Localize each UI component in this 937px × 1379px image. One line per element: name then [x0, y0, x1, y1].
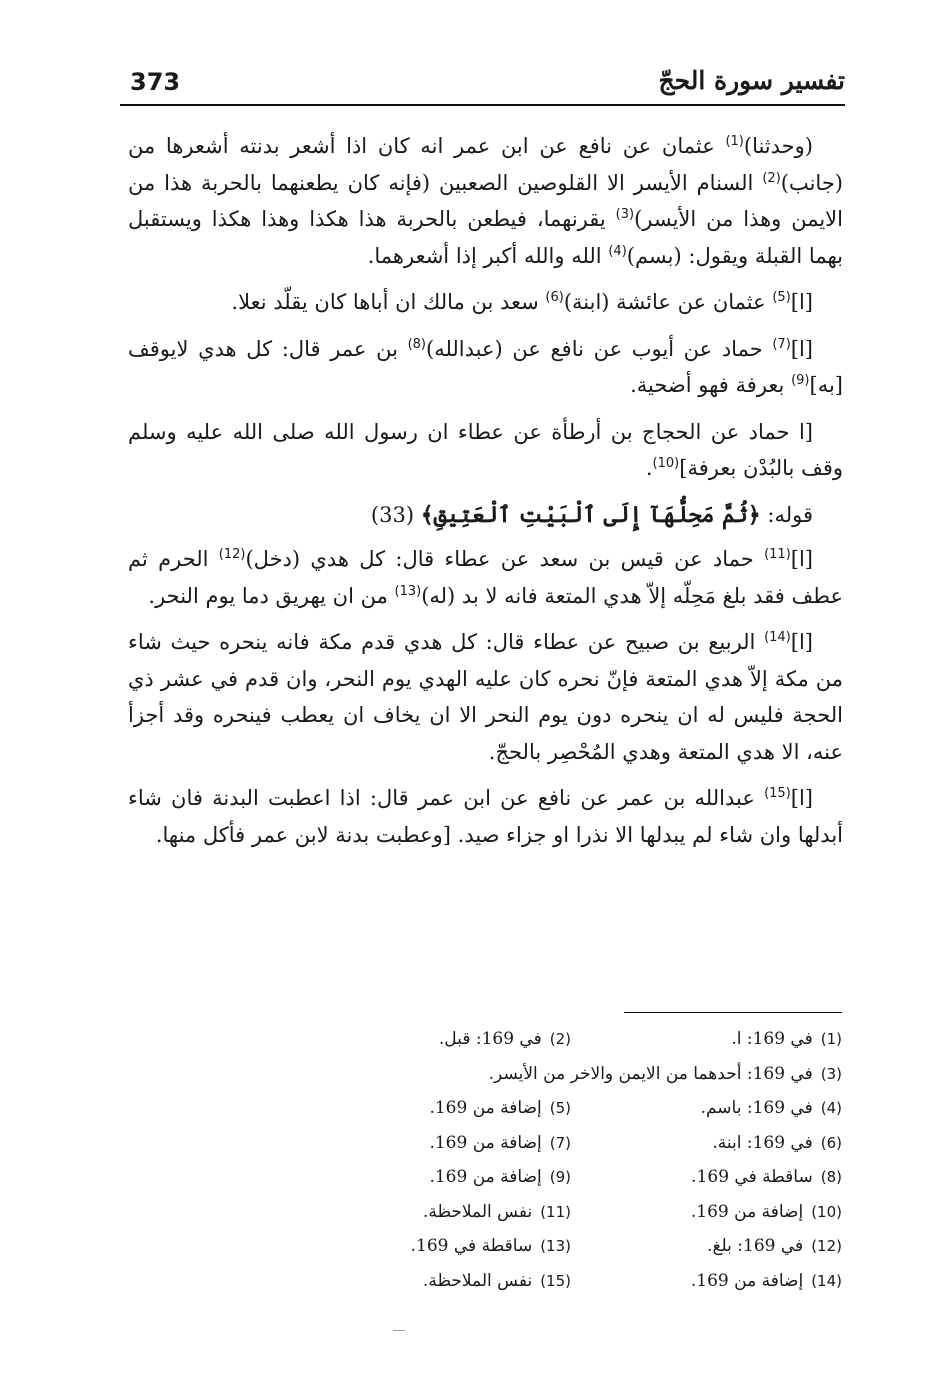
text-run: (وحدثنا) — [743, 134, 813, 158]
paragraph — [128, 128, 843, 274]
footnote — [300, 1264, 571, 1299]
running-title: تفسير سورة الحجّ — [658, 66, 845, 95]
footnote-marker: (1) — [725, 134, 744, 149]
text-run: قوله: — [760, 502, 813, 527]
footnote-text: في 169: ابنة. — [712, 1132, 813, 1153]
footnote — [571, 1022, 842, 1057]
footnote-row — [300, 1160, 842, 1195]
text-run: عثمان عن نافع عن ابن عمر انه كان اذا أشعر بدنته أشعرها من (جانب) — [128, 134, 843, 195]
footnote-number: (1) — [820, 1030, 842, 1048]
footnote-number: (5) — [549, 1099, 571, 1117]
text-run: [ا] — [790, 290, 813, 314]
footnote-text: إضافة من 169. — [429, 1167, 542, 1187]
paragraph — [128, 780, 843, 853]
footnote-marker: (15) — [764, 786, 791, 801]
text-run: [ا] — [790, 547, 813, 571]
footnote-text: في 169: ا. — [731, 1029, 813, 1049]
footnote-number: (9) — [549, 1168, 571, 1186]
page-number: 373 — [130, 68, 181, 96]
footnote-row — [300, 1091, 842, 1126]
footnote-row — [300, 1264, 842, 1299]
footnote-marker: (11) — [764, 547, 791, 562]
footnote-marker: (3) — [615, 207, 635, 222]
text-run: بن عمر قال: كل هدي لايوقف [به] — [128, 336, 843, 397]
footnote-number: (3) — [820, 1064, 842, 1083]
text-run: سعد بن مالك ان أباها كان يقلّد نعلا. — [231, 290, 546, 314]
footnote-number: (15) — [540, 1271, 571, 1290]
text-run: [ا حماد عن الحجاج بن أرطأة عن عطاء ان رسول الله صلى الله عليه وسلم وقف بالبُدْن بعرفة] — [128, 419, 843, 480]
paragraph — [128, 624, 843, 770]
text-run: يقرنهما، فيطعن بالحربة هذا هكذا وهذا هكذا ويستقبل بهما القبلة ويقول: (بسم) — [128, 207, 843, 268]
footnote — [571, 1160, 842, 1195]
footnote-text: ساقطة في 169. — [410, 1236, 533, 1256]
footnote — [300, 1091, 571, 1126]
text-run: الله والله أكبر إذا أشعرهما. — [367, 243, 609, 268]
footnote-marker: (10) — [652, 456, 680, 471]
footnote-text: في 169: قبل. — [438, 1029, 542, 1049]
text-run: . — [645, 456, 653, 480]
footnote — [300, 1126, 571, 1161]
footnote-marker: (9) — [791, 373, 810, 388]
text-run: (33) — [370, 502, 421, 527]
footnote-row — [300, 1057, 842, 1092]
footnote-text: في 169: باسم. — [700, 1098, 813, 1118]
footnote-text: إضافة من 169. — [429, 1098, 542, 1118]
footnote-number: (6) — [820, 1133, 842, 1152]
paragraph — [128, 284, 843, 321]
paragraph — [128, 541, 843, 614]
body-text — [128, 128, 843, 863]
footnote-text: إضافة من 169. — [690, 1270, 804, 1291]
footnote-marker: (14) — [764, 630, 791, 645]
footnote-marker: (4) — [608, 243, 627, 259]
paragraph — [128, 331, 843, 404]
footnote-number: (4) — [820, 1099, 842, 1117]
running-header — [120, 62, 845, 102]
text-run: عثمان عن عائشة (ابنة) — [563, 290, 773, 314]
footnote-number: (10) — [811, 1202, 842, 1221]
footnote-text: في 169: بلغ. — [707, 1236, 804, 1256]
footnote-number: (12) — [811, 1237, 842, 1255]
footnote-marker: (8) — [407, 336, 426, 352]
text-run: عبدالله بن عمر عن نافع عن ابن عمر قال: اذا اعطبت البدنة فان شاء أبدلها وان شاء لم يبدلها الا نذرا او جزاء صيد. [وعطبت بدنة لابن عمر فأكل منها. — [128, 786, 843, 847]
text-run: [ا] — [790, 786, 813, 810]
footnote-number: (11) — [540, 1202, 571, 1221]
footnote — [300, 1022, 571, 1057]
footnote-number: (13) — [540, 1237, 571, 1255]
bottom-mark — [393, 1330, 405, 1331]
footnote-text: إضافة من 169. — [690, 1201, 804, 1222]
footnote-marker: (6) — [545, 290, 564, 305]
footnote-marker: (2) — [762, 170, 781, 186]
text-run: حماد عن أيوب عن نافع عن (عبدالله) — [426, 336, 773, 361]
footnote — [571, 1264, 842, 1299]
footnote — [300, 1195, 571, 1230]
text-run: [ا] — [790, 336, 814, 361]
header-rule — [120, 104, 845, 106]
footnote — [571, 1126, 842, 1161]
footnote — [300, 1057, 842, 1092]
footnote-number: (2) — [549, 1030, 571, 1048]
footnote-marker: (12) — [218, 547, 246, 562]
footnote-marker: (5) — [772, 290, 791, 305]
footnote-number: (8) — [820, 1168, 842, 1186]
footnote — [300, 1229, 571, 1264]
footnote-text: نفس الملاحظة. — [422, 1201, 533, 1222]
verse-heading — [128, 497, 843, 534]
text-run: بعرفة فهو أضحية. — [630, 373, 792, 397]
text-run: الربيع بن صبيح عن عطاء قال: كل هدي قدم مكة فانه ينحره حيث شاء من مكة إلاّ هدي المتعة فإنّ نحره كان عليه الهدي يوم النحر، وان قدم في عشر ذي الحجة فليس له ان ينحره دون يوم النحر الا ان يخاف ان يعطب فينحره وقد أجزأ عنه، الا هدي المتعة وهدي المُحْصِر بالحجّ. — [128, 630, 843, 764]
text-run: السنام الأيسر الا القلوصين الصعبين (فإنه كان يطعنهما بالحربة هذا من الايمن وهذا من الأيسر) — [128, 170, 843, 231]
footnote — [571, 1091, 842, 1126]
footnote-row — [300, 1022, 842, 1057]
footnote-rule — [624, 1012, 842, 1013]
text-run: [ا] — [790, 630, 813, 654]
text-run: من ان يهريق دما يوم النحر. — [148, 583, 395, 608]
footnote-text: نفس الملاحظة. — [422, 1270, 533, 1291]
footnotes — [300, 1022, 842, 1298]
footnote-row — [300, 1229, 842, 1264]
footnote — [571, 1195, 842, 1230]
quran-verse: ﴿ثُمَّ مَحِلُّهَآ إِلَى ٱلْبَيْتِ ٱلْعَتِيقِ﴾ — [420, 501, 761, 528]
footnote-marker: (7) — [772, 336, 791, 352]
footnote-text: في 169: أحدهما من الايمن والاخر من الأيسر. — [488, 1063, 813, 1084]
footnote-row — [300, 1195, 842, 1230]
paragraph — [128, 414, 843, 487]
footnote-text: إضافة من 169. — [429, 1132, 542, 1153]
text-run: الحرم ثم عطف فقد بلغ مَحِلّه إلاّ هدي المتعة فانه لا بد (له) — [128, 547, 843, 608]
footnote-number: (14) — [811, 1271, 842, 1290]
footnote — [571, 1229, 842, 1264]
text-run: حماد عن قيس بن سعد عن عطاء قال: كل هدي (دخل) — [245, 547, 765, 571]
footnote-text: ساقطة في 169. — [691, 1167, 813, 1187]
footnote-marker: (13) — [394, 583, 422, 599]
footnote-row — [300, 1126, 842, 1161]
footnote-number: (7) — [549, 1133, 571, 1152]
footnote — [300, 1160, 571, 1195]
